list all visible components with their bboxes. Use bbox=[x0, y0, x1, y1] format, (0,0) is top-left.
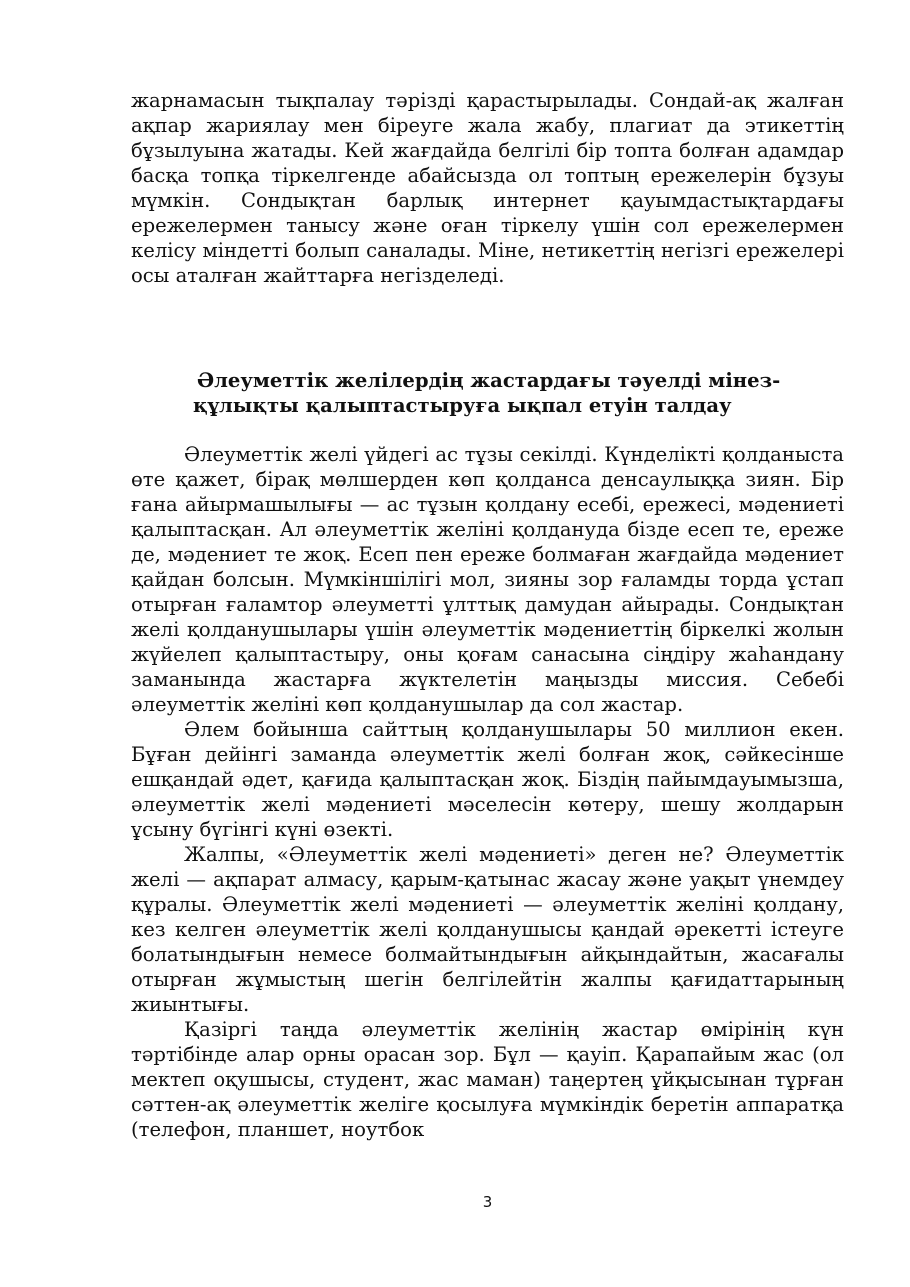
section-title-line-1: Әлеуметтік желілердің жастардағы тәуелді мінез- bbox=[197, 369, 781, 392]
body-paragraph: Жалпы, «Әлеуметтік желі мәдениеті» деген не? Әлеуметтік желі — ақпарат алмасу, қарым-қатынас жасау және уақыт үнемдеу құралы. Әлеуметтік желі мәдениеті — әлеуметтік желіні қолдану, кез келген әлеуметтік желі қолданушысы қандай әрекетті істеуге болатындығын немесе болмайтындығын айқындайтын, жасағалы отырған жұмыстың шегін белгілейтін жалпы қағидаттарының жиынтығы. bbox=[131, 843, 844, 1016]
body-paragraph: Әлеуметтік желі үйдегі ас тұзы секілді. Күнделікті қолданыста өте қажет, бірақ мөлшерден көп қолданса денсаулыққа зиян. Бір ғана айырмашылығы — ас тұзын қолдану есебі, ережесі, мәдениеті қалыптасқан. Ал әлеуметтік желіні қолдануда бізде есеп те, ереже де, мәдениет те жоқ. Есеп пен ереже болмаған жағдайда мәдениет қайдан болсын. Мүмкіншілігі мол, зияны зор ғаламды торда ұстап отырған ғаламтор әлеуметті ұлттық дамудан айырады. Сондықтан желі қолданушылары үшін әлеуметтік мәдениеттің біркелкі жолын жүйелеп қалыптастыру, оны қоғам санасына сіңдіру жаһандану заманында жастарға жүктелетін маңызды миссия. Себебі әлеуметтік желіні көп қолданушылар да сол жастар. bbox=[131, 443, 844, 716]
section-body bbox=[131, 442, 844, 1142]
intro-paragraph: жарнамасын тықпалау тәрізді қарастырылады. Сондай-ақ жалған ақпар жариялау мен біреуге жала жабу, плагиат да этикеттің бұзылуына жатады. Кей жағдайда белгілі бір топта болған адамдар басқа топқа тіркелгенде абайсызда ол топтың ережелерін бұзуы мүмкін. Сондықтан барлық интернет қауымдастықтардағы ережелермен танысу және оған тіркелу үшін сол ережелермен келісу міндетті болып саналады. Міне, нетикеттің негізгі ережелері осы аталған жайттарға негізделеді. bbox=[131, 89, 844, 287]
page-number: 3 bbox=[482, 1193, 493, 1211]
body-paragraph: Қазіргі таңда әлеуметтік желінің жастар өмірінің күн тәртібінде алар орны орасан зор. Бұл — қауіп. Қарапайым жас (ол мектеп оқушысы, студент, жас маман) таңертең ұйқысынан тұрған сәттен-ақ әлеуметтік желіге қосылуға мүмкіндік беретін аппаратқа (телефон, планшет, ноутбок bbox=[131, 1018, 844, 1141]
section-title bbox=[131, 368, 844, 418]
section-title-line-2: құлықты қалыптастыруға ықпал етуін талдау bbox=[193, 394, 732, 417]
body-paragraph: Әлем бойынша сайттың қолданушылары 50 миллион екен. Бұған дейінгі заманда әлеуметтік желі болған жоқ, сәйкесінше ешқандай әдет, қағида қалыптасқан жоқ. Біздің пайымдауымызша, әлеуметтік желі мәдениеті мәселесін көтеру, шешу жолдарын ұсыну бүгінгі күні өзекті. bbox=[131, 718, 844, 841]
